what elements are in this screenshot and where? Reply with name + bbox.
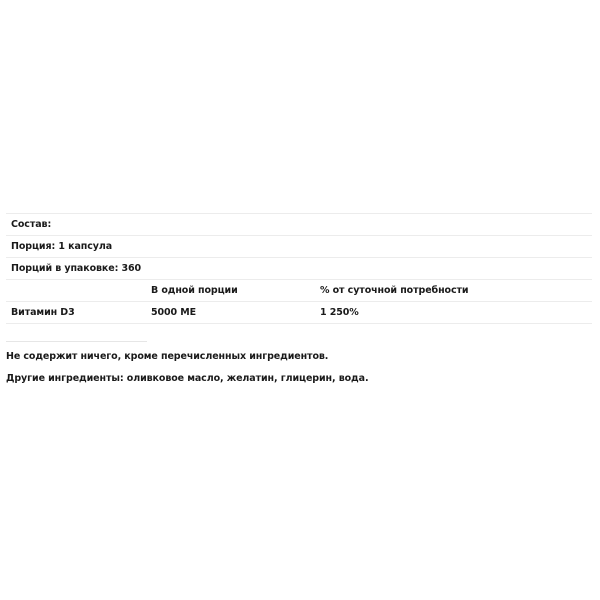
nutrient-daily-value: 1 250% (320, 307, 359, 318)
table-row-serving-size (6, 236, 592, 258)
table-row-column-headers (6, 280, 592, 302)
servings-per-container: Порций в упаковке: 360 (11, 263, 142, 274)
nutrient-name: Витамин D3 (11, 307, 75, 318)
table-row-header (6, 214, 592, 236)
table-row (6, 302, 592, 324)
serving-size: Порция: 1 капсула (11, 241, 113, 252)
table-row-servings-per-container (6, 258, 592, 280)
exclusion-note: Не содержит ничего, кроме перечисленных ингредиентов. (6, 351, 329, 362)
other-ingredients-note: Другие ингредиенты: оливковое масло, желатин, глицерин, вода. (6, 373, 369, 384)
supplement-facts-table (6, 213, 592, 324)
column-header-amount: В одной порции (151, 285, 238, 296)
nutrient-amount: 5000 МЕ (151, 307, 196, 318)
divider (6, 341, 147, 342)
composition-heading: Состав: (11, 219, 52, 230)
column-header-daily-value: % от суточной потребности (320, 285, 469, 296)
